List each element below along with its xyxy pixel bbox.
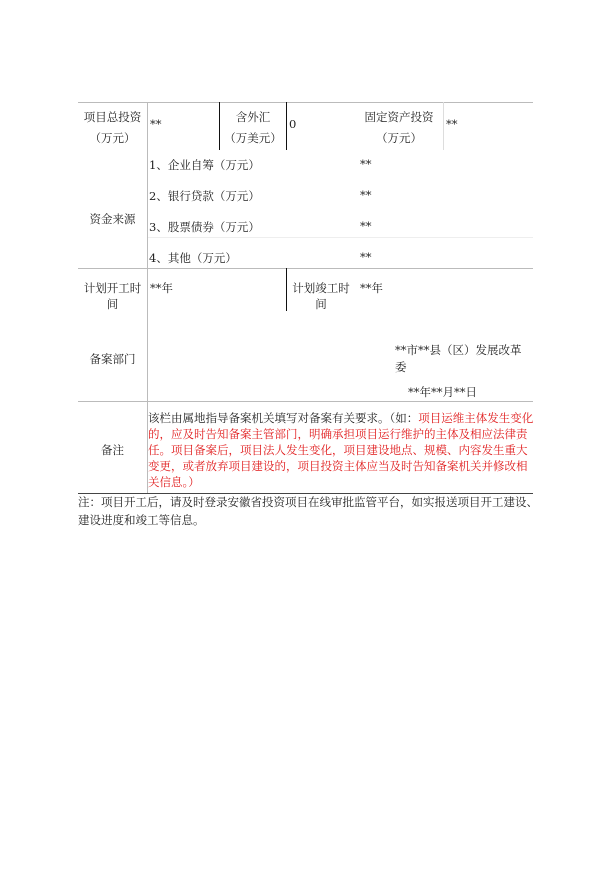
funding-item-value: ** <box>360 250 372 264</box>
funding-item-value: ** <box>360 219 372 233</box>
funding-source-label: 资金来源 <box>89 212 136 226</box>
funding-item-value: ** <box>360 157 372 171</box>
remark-text <box>148 410 536 490</box>
funding-item-label: 3、股票债券（万元） <box>149 220 260 234</box>
planned-end-value: **年 <box>360 281 383 295</box>
column-divider <box>443 102 444 150</box>
filing-date: **年**月**日 <box>408 385 477 399</box>
total-investment-label: 项目总投资 （万元） <box>83 110 142 145</box>
filing-department-label: 备案部门 <box>89 352 136 366</box>
planned-start-value: **年 <box>150 281 173 295</box>
funding-item-label: 2、银行贷款（万元） <box>149 189 260 203</box>
row-divider <box>147 237 533 238</box>
funding-item-label: 4、其他（万元） <box>149 251 237 265</box>
foreign-exchange-label: 含外汇 （万美元） <box>224 110 282 145</box>
funding-item-label: 1、企业自筹（万元） <box>149 158 260 172</box>
fixed-asset-value: ** <box>446 117 458 131</box>
planned-end-label: 计划竣工时 间 <box>292 281 350 311</box>
total-investment-value: ** <box>150 117 162 131</box>
filing-department-name: **市**县（区）发展改革 委 <box>395 343 522 374</box>
column-divider <box>286 102 287 150</box>
remark-text-red: 项目运维主体发生变化的，应及时告知备案主管部门，明确承担项目运行维护的主体及相应法律责任。项目备案后，项目法人发生变化，项目建设地点、规模、内容发生重大变更，或者放弃项目建设的，项目投资主体应当及时告知备案机关并修改相关信息。） <box>148 411 534 489</box>
fixed-asset-label: 固定资产投资 （万元） <box>364 110 434 145</box>
foreign-exchange-value: 0 <box>289 117 297 131</box>
remark-text-black: 该栏由属地指导备案机关填写对备案有关要求。（如： <box>148 411 419 425</box>
planned-start-label: 计划开工时 间 <box>83 281 142 311</box>
footnote: 注：项目开工后，请及时登录安徽省投资项目在线审批监管平台，如实报送项目开工建设、建设进度和竣工等信息。 <box>78 495 538 527</box>
funding-item-value: ** <box>360 188 372 202</box>
remark-label: 备注 <box>101 443 124 457</box>
